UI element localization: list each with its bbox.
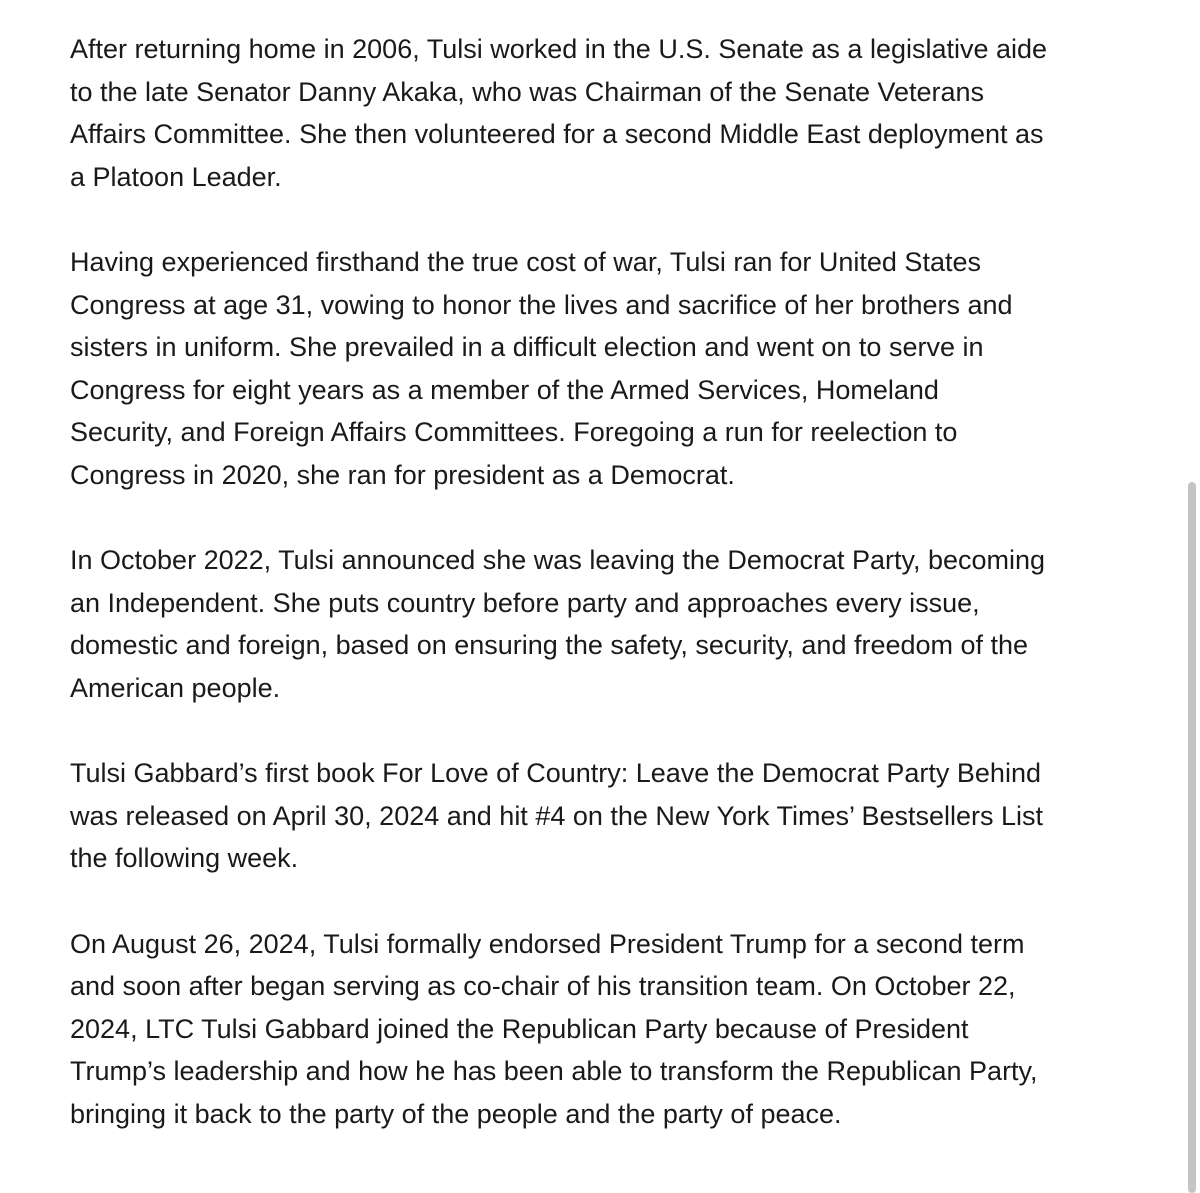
vertical-scrollbar[interactable] [1188,482,1196,1193]
article-body [70,28,1150,1178]
paragraph-leaving-democrat-party: In October 2022, Tulsi announced she was leaving the Democrat Party, becoming an Independent. She puts country before party and approaches every issue, domestic and foreign, based on ensuring the safety, security, and freedom of the American people. [70,545,1046,703]
paragraph-congress-run: Having experienced firsthand the true cost of war, Tulsi ran for United States Congress at age 31, vowing to honor the lives and sacrifice of her brothers and sisters in uniform. She prevailed in a difficult election and went on to serve in Congress for eight years as a member of the Armed Services, Homeland Security, and Foreign Affairs Committees. Foregoing a run for reelection to Congress in 2020, she ran for president as a Democrat. [70,247,1013,490]
paragraph-first-book: Tulsi Gabbard’s first book For Love of Country: Leave the Democrat Party Behind was released on April 30, 2024 and hit #4 on the New York Times’ Bestsellers List the following week. [70,758,1044,873]
paragraph-senate-aide: After returning home in 2006, Tulsi worked in the U.S. Senate as a legislative aide to the late Senator Danny Akaka, who was Chairman of the Senate Veterans Affairs Committee. She then volunteered for a second Middle East deployment as a Platoon Leader. [70,34,1048,192]
paragraph-trump-endorsement: On August 26, 2024, Tulsi formally endorsed President Trump for a second term and soon after began serving as co-chair of his transition team. On October 22, 2024, LTC Tulsi Gabbard joined the Republican Party because of President Trump’s leadership and how he has been able to transform the Republican Party, bringing it back to the party of the people and the party of peace. [70,928,1038,1129]
